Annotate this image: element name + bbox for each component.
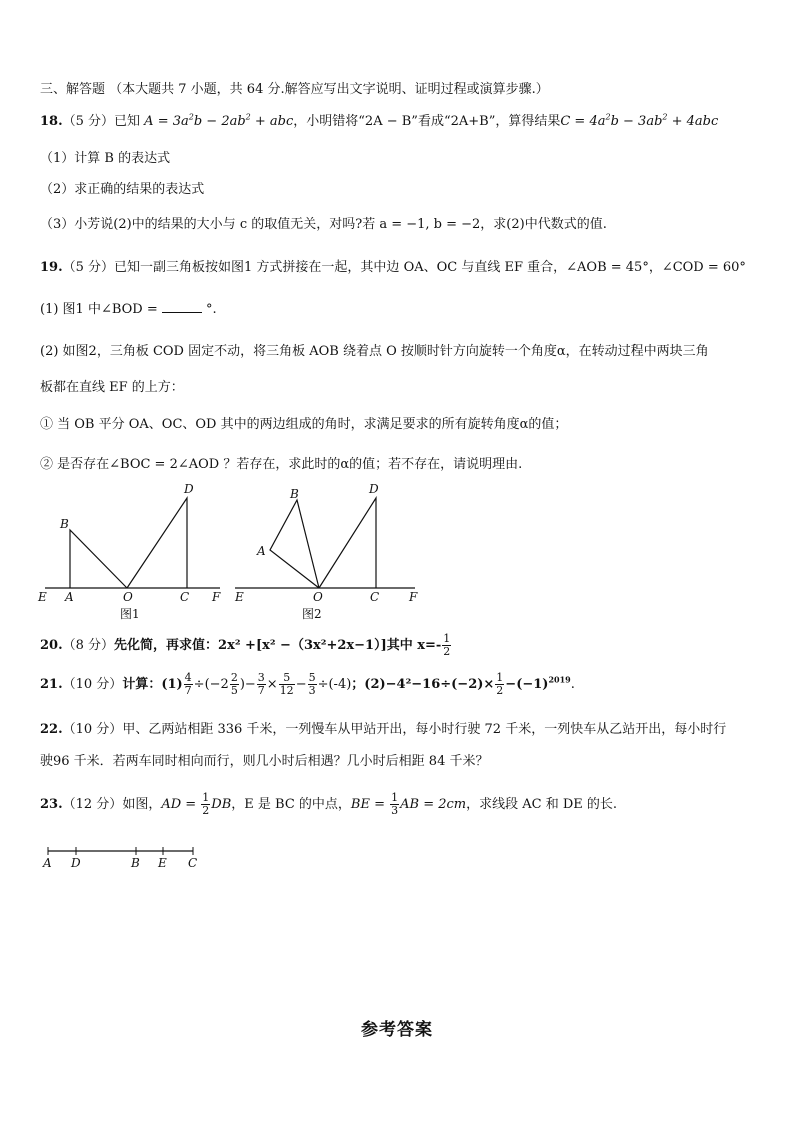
q18-number: 18.: [40, 114, 63, 129]
seg-label-d: D: [71, 856, 81, 870]
label-b-1: B: [60, 517, 69, 531]
label-c-2: C: [370, 590, 380, 604]
q18-formula-a: $A = 3a^2b - 2ab^2$ + abc: [144, 112, 294, 129]
q18-score: （5 分）: [62, 114, 115, 129]
figure-1-caption: 图1: [120, 607, 140, 621]
label-d-1: D: [184, 482, 194, 496]
seg-label-c: C: [188, 856, 198, 870]
q18-part2: （2）求正确的结果的表达式: [40, 182, 205, 197]
label-b-2: B: [290, 487, 299, 501]
q22-line1: 22.（10 分）甲、乙两站相距 336 千米，一列慢车从甲站开出，每小时行驶 72 千米，一列快车从乙站开出，每小时行: [40, 722, 727, 737]
q22-score: （10 分）: [62, 722, 123, 737]
q20-number: 20.: [40, 638, 63, 653]
seg-label-a: A: [43, 856, 52, 870]
q19-score: （5 分）: [62, 260, 115, 275]
q23-score: （12 分）: [62, 797, 123, 812]
q18-line1: [40, 110, 718, 129]
seg-label-b: B: [131, 856, 140, 870]
q20-text: 先化简，再求值：2x² +[x² −（3x²+2x−1）]其中 x=-: [114, 638, 442, 653]
figure-1: [37, 482, 221, 621]
triangle-cod-2: [319, 498, 376, 588]
q21-number: 21.: [40, 677, 63, 692]
q23-line: 23.（12 分）如图，AD = $\frac{1}{2}$ DB，E 是 BC 的中点，BE = $\frac{1}{3}$ AB = 2cm，求线段 AC 和 DE 的长.: [40, 791, 618, 817]
triangle-aob-2: [270, 500, 319, 588]
q18-part3: （3）小芳说(2)中的结果的大小与 c 的取值无关，对吗?若 a = −1, b = −2，求(2)中代数式的值.: [40, 217, 607, 232]
q18-part1: （1）计算 B 的表达式: [40, 151, 171, 166]
q23-number: 23.: [40, 797, 63, 812]
q19-part1: (1) 图1 中∠BOD = °.: [40, 302, 217, 317]
label-a-1: A: [65, 590, 74, 604]
label-e-2: E: [235, 590, 244, 604]
triangle-aob-1: [70, 530, 127, 588]
label-o-1: O: [123, 590, 133, 604]
section-header: 三、解答题 （本大题共 7 小题，共 64 分.解答应写出文字说明、证明过程或演算步骤.）: [40, 82, 549, 97]
label-f-1: F: [212, 590, 221, 604]
q18-intro: 已知: [114, 114, 145, 129]
label-o-2: O: [313, 590, 323, 604]
q19-case2: ② 是否存在∠BOC = 2∠AOD ？若存在，求此时的α的值；若不存在，请说明理由.: [40, 457, 523, 472]
segment-figure: [38, 843, 208, 871]
label-c-1: C: [180, 590, 190, 604]
q20-fraction: $\frac{1}{2}$: [443, 632, 451, 658]
seg-label-e: E: [158, 856, 167, 870]
q19-part2-line1: (2) 如图2，三角板 COD 固定不动，将三角板 AOB 绕着点 O 按顺时针方向旋转一个角度α，在转动过程中两块三角: [40, 344, 709, 359]
q19-line1: [40, 256, 746, 275]
triangle-cod-1: [127, 498, 187, 588]
figure-2-caption: 图2: [302, 607, 322, 621]
answer-blank: [162, 302, 202, 313]
q19-statement: 已知一副三角板按如图1 方式拼接在一起，其中边 OA、OC 与直线 EF 重合，∠AOB = 45°，∠COD = 60°: [114, 260, 746, 275]
figure-2: [234, 482, 418, 621]
q20-score: （8 分）: [62, 638, 115, 653]
label-e-1: E: [38, 590, 47, 604]
q20-line: [40, 633, 452, 658]
q18-formula-c: $C = 4a^2b - 3ab^2 + 4abc$: [560, 112, 719, 129]
q19-number: 19.: [40, 260, 63, 275]
q19-part2-line2: 板都在直线 EF 的上方：: [40, 380, 184, 395]
label-a-2: A: [257, 544, 266, 558]
label-f-2: F: [409, 590, 418, 604]
q18-statement: ，小明错将“2A − B”看成“2A+B”，算得结果: [293, 114, 561, 129]
q22-number: 22.: [40, 722, 63, 737]
label-d-2: D: [369, 482, 379, 496]
answer-heading: 参考答案: [361, 1020, 433, 1040]
q21-score: （10 分）: [62, 677, 123, 692]
q21-line: 21.（10 分）计算：(1) $\frac{4}{7}$ ÷(−2 $\frac{2}{5}$ )− $\frac{3}{7}$ × $\frac{5}{12}$ − $\frac{5}{3}$ ÷(-4)；(2)−4²−16÷(−2)× $\frac{1}{2}$ $-(-1)^{2019}$.: [40, 671, 575, 697]
q22-line2: 驶96 千米．若两车同时相向而行，则几小时后相遇？几小时后相距 84 千米？: [40, 754, 489, 769]
triangle-figures: [30, 478, 430, 628]
q19-case1: ① 当 OB 平分 OA、OC、OD 其中的两边组成的角时，求满足要求的所有旋转角度α的值；: [40, 417, 568, 432]
